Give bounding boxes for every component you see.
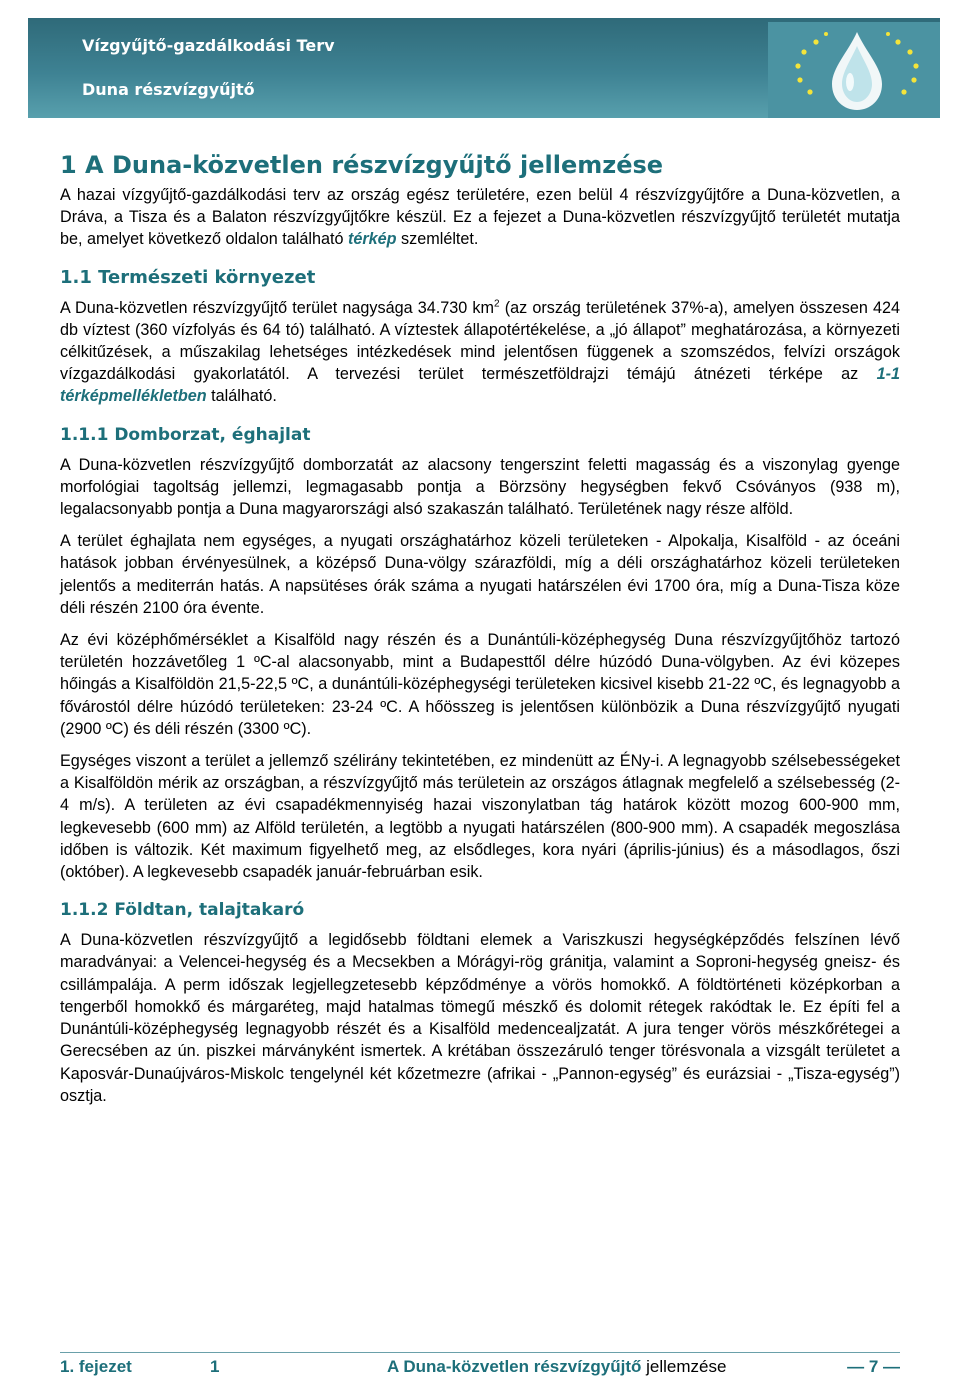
footer-chapter-title: A Duna-közvetlen részvízgyűjtő jellemzése [387,1357,727,1376]
temperature-paragraph: Az évi középhőmérséklet a Kisalföld nagy részén és a Dunántúli-középhegység Duna részvízgyűjtőhöz tartozó területén hozzávetőleg 1 ºC-al alacsonyabb, mint a Budapesttől délre húzódó Duna-völgyben. Az évi közepes hőingás a Kisalföldön 21,5-22,5 ºC, a dunántúli-középhegységi területeken kicsivel kisebb 21-22 ºC, és legnagyobb a fővárostól délre húzódó területeken: 23-24 ºC. A hőösszeg is jelentősen különbözik a Duna részvízgyűjtő nyugati (2900 ºC) és déli részén (3300 ºC). [60,631,900,738]
section-1-1-paragraph: A Duna-közvetlen részvízgyűjtő terület nagysága 34.730 $km^2$ (az ország területének 37%-a), amelyen összesen 424 db víztest (360 vízfolyás és 64 tó) található. A víztestek állapotértékelése, a „jó állapot” meghatározása, a környezeti célkitűzések, a műszakilag lehetséges intézkedések mind jelentősen függenek a szomszédos, felvízi országok vízgazdálkodási gyakorlatától. A tervezési terület természetföldrajzi témájú átnézeti térképe az 1-1 térképmellékletben található. [60,298,901,406]
map-appendix-link[interactable]: 1-1 térképmellékletben [60,365,900,406]
wind-precipitation-paragraph: Egységes viszont a terület a jellemző szélirány tekintetében, ez mindenütt az ÉNy-i. A legnagyobb szélsebességeket a Kisalföldön mérik az országban, a részvízgyűjtő más területein az országos átlagnak megfelelő a szélsebesség (2-4 m/s). A területen az évi csapadékmennyiség hazai viszonylatban tág határok között mozog 600-900 mm, legkevesebb (600 mm) az Alföld területén, a legtöbb a nyugati határszélen (800-900 mm). A csapadék megoszlása időben is változik. Két maximum figyelhető meg, az elsődleges, kora nyári (április-június) és a másodlagos, őszi (október). A legkevesebb csapadék január-februárban esik. [60,752,900,882]
footer-chapter: 1. fejezet [60,1357,132,1376]
header-subtitle: Duna részvízgyűjtő [82,80,255,99]
section-1-1-title: 1.1 Természeti környezet [60,266,316,288]
section-1-1-1-title: 1.1.1 Domborzat, éghajlat [60,424,311,445]
water-drop-eu-stars-icon [768,22,940,118]
page-content [60,150,900,1117]
section-1-1-2-title: 1.1.2 Földtan, talajtakaró [60,900,305,921]
relief-paragraph: A Duna-közvetlen részvízgyűjtő domborzatát az alacsony tengerszint feletti magasság és a viszonylag gyenge morfológiai tagoltság jellemzi, legmagasabb pontja a Börzsöny hegységben fekvő Csóványos (938 m), legalacsonyabb pontja a Duna magyarországi alsó szakaszán található. Területének nagy része alföld. [60,455,900,519]
header-title: Vízgyűjtő-gazdálkodási Terv [82,36,335,55]
chapter-title: 1 A Duna-közvetlen részvízgyűjtő jellemzése [60,151,664,179]
map-link[interactable]: térkép [347,230,397,249]
chapter-intro: A hazai vízgyűjtő-gazdálkodási terv az ország egész területére, ezen belül 4 részvízgyűjtőre a Duna-közvetlen, a Dráva, a Tisza és a Balaton részvízgyűjtőkre készül. Ez a fejezet a Duna-közvetlen részvízgyűjtő területét mutatja be, amelyet következő oldalon található térkép szemléltet. [60,186,900,249]
page-number: — 7 — [847,1357,900,1376]
geology-paragraph: A Duna-közvetlen részvízgyűjtő a legidősebb földtani elemek a Variszkuszi hegységképződés felszínen lévő maradványai: a Velencei-hegység és a Mecsekben a Mórágyi-rög gránitja, valamint a Soproni-hegység gneisz- és csillámpalája. A perm időszak legjellegzetesebb képződménye a vörös homokkő. A földtörténeti középkorban a tengerből homokkő és márgaréteg, majd hatalmas tömegű mészkő és dolomit rétegek rakódtak le. Ez építi fel a Dunántúli-középhegység legnagyobb részét és a Kisalföld medencealjzatát. A jura tenger vörös mészkőrétegei a Gerecsében az ún. piszkei márványként ismertek. A krétában összezáruló tenger törésvonala a vizsgált területet a Kaposvár-Dunaújváros-Miskolc tengelynél két kőzetmezre (afrikai - „Pannon-egység” és eurázsiai - „Tisza-egység”) osztja. [60,931,900,1105]
climate-paragraph: A terület éghajlata nem egységes, a nyugati országhatárhoz közeli területeken - Alpokalja, Kisalföld - az óceáni hatások jobban érvényesülnek, a középső Duna-völgy szárazföldi, míg a déli országhatárhoz közeli területeken jelentős a mediterrán hatás. A napsütéses órák száma a nyugati határszélen évi 1700 óra, míg a Duna-Tisza köze déli részén 2100 óra évente. [60,532,900,617]
footer-divider [60,1352,900,1353]
footer-chapter-number: 1 [210,1357,220,1376]
